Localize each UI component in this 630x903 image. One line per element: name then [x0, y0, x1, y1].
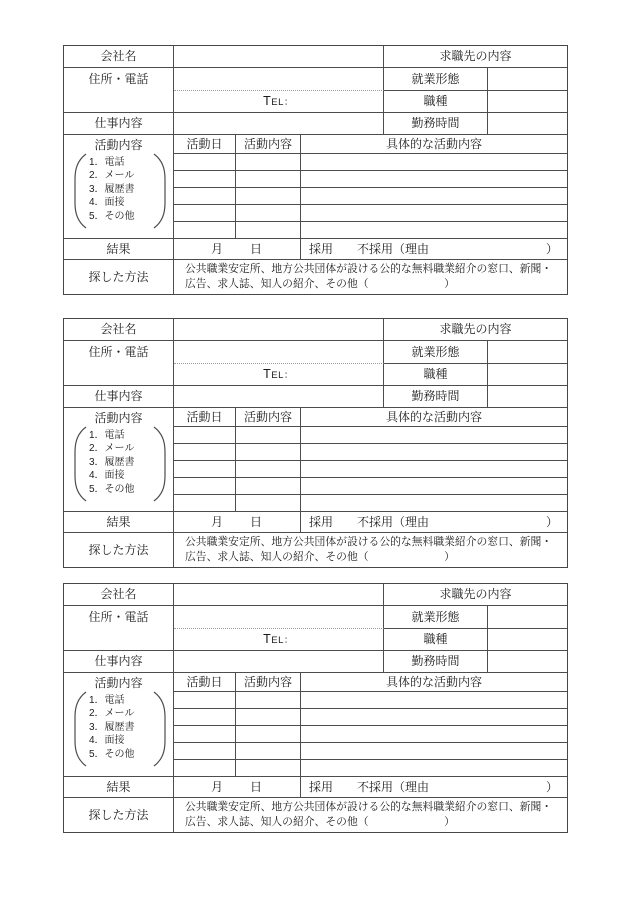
- job-description-label: 仕事内容: [64, 113, 174, 135]
- activity-content-label: 活動内容: [94, 676, 143, 690]
- working-hours-label: 勤務時間: [384, 651, 488, 673]
- activity-row-detail-cell: [301, 743, 567, 760]
- jobseek-content-header: 求職先の内容: [384, 584, 567, 606]
- activity-method-item: 2．メール: [89, 170, 135, 182]
- result-outcome-text: 採用 不採用（理由: [309, 779, 430, 794]
- activity-method-item: 2．メール: [89, 443, 135, 455]
- occupation-value-cell: [488, 91, 567, 113]
- activity-row-date-cell: [174, 222, 236, 239]
- activity-row-detail-cell: [301, 461, 567, 478]
- result-date-cell: 月 日: [174, 239, 301, 260]
- occupation-value-cell: [488, 629, 567, 651]
- activity-row-content-cell: [236, 154, 301, 171]
- working-hours-label: 勤務時間: [384, 113, 488, 135]
- result-close-paren: ）: [545, 241, 558, 256]
- activity-row-date-cell: [174, 692, 236, 709]
- address-phone-label: 住所・電話: [64, 68, 174, 113]
- company-name-label: 会社名: [64, 46, 174, 68]
- activity-row-content-cell: [236, 461, 301, 478]
- employment-type-value-cell: [488, 68, 567, 91]
- activity-row-content-cell: [236, 222, 301, 239]
- address-value-cell: [174, 68, 384, 91]
- activity-row-date-cell: [174, 188, 236, 205]
- job-description-label: 仕事内容: [64, 386, 174, 408]
- tel-label: TEL：: [263, 632, 294, 646]
- activity-method-item: 3．履歴書: [89, 183, 135, 195]
- activity-row-content-cell: [236, 743, 301, 760]
- activity-row-detail-cell: [301, 171, 567, 188]
- activity-row-detail-cell: [301, 760, 567, 777]
- activity-row-date-cell: [174, 743, 236, 760]
- activity-method-list: [89, 429, 135, 496]
- activity-row-detail-cell: [301, 444, 567, 461]
- result-close-paren: ）: [545, 779, 558, 794]
- activity-content-label-cell: [64, 135, 174, 239]
- jobseek-content-header: 求職先の内容: [384, 319, 567, 341]
- activity-date-header: 活動日: [174, 135, 236, 154]
- job-record-block: [63, 318, 568, 568]
- activity-method-item: 4．面接: [89, 197, 125, 209]
- result-label: 結果: [64, 239, 174, 260]
- activity-row-date-cell: [174, 154, 236, 171]
- tel-field-cell: [174, 629, 384, 651]
- company-name-value-cell: [174, 319, 384, 341]
- activity-date-header: 活動日: [174, 673, 236, 692]
- activity-row-detail-cell: [301, 478, 567, 495]
- working-hours-value-cell: [488, 651, 567, 673]
- result-close-paren: ）: [545, 514, 558, 529]
- activity-row-content-cell: [236, 495, 301, 512]
- result-outcome-cell: [301, 512, 567, 533]
- jobseek-content-header: 求職先の内容: [384, 46, 567, 68]
- working-hours-value-cell: [488, 386, 567, 408]
- activity-method-item: 3．履歴書: [89, 456, 135, 468]
- activity-row-date-cell: [174, 427, 236, 444]
- activity-method-item: 5．その他: [89, 210, 135, 222]
- working-hours-label: 勤務時間: [384, 386, 488, 408]
- tel-label: TEL：: [263, 94, 294, 108]
- activity-row-detail-cell: [301, 692, 567, 709]
- activity-method-item: 2．メール: [89, 708, 135, 720]
- activity-row-content-cell: [236, 726, 301, 743]
- activity-row-content-cell: [236, 188, 301, 205]
- search-method-label: 探した方法: [64, 798, 174, 832]
- activity-method-item: 3．履歴書: [89, 721, 135, 733]
- activity-row-detail-cell: [301, 726, 567, 743]
- tel-label: TEL：: [263, 367, 294, 381]
- activity-detail-header: 具体的な活動内容: [301, 408, 567, 427]
- activity-method-item: 5．その他: [89, 748, 135, 760]
- employment-type-label: 就業形態: [384, 68, 488, 91]
- address-phone-label: 住所・電話: [64, 606, 174, 651]
- tel-field-cell: [174, 91, 384, 113]
- activity-method-item: 4．面接: [89, 470, 125, 482]
- activity-method-list: [89, 694, 135, 761]
- activity-method-item: 1．電話: [89, 695, 125, 706]
- job-record-block: [63, 583, 568, 833]
- activity-row-detail-cell: [301, 188, 567, 205]
- activity-row-detail-cell: [301, 495, 567, 512]
- activity-row-date-cell: [174, 444, 236, 461]
- working-hours-value-cell: [488, 113, 567, 135]
- company-name-value-cell: [174, 46, 384, 68]
- activity-method-list: [89, 156, 135, 223]
- activity-row-detail-cell: [301, 427, 567, 444]
- company-name-value-cell: [174, 584, 384, 606]
- activity-row-content-cell: [236, 692, 301, 709]
- activity-row-date-cell: [174, 205, 236, 222]
- activity-row-date-cell: [174, 461, 236, 478]
- activity-content-header: 活動内容: [236, 673, 301, 692]
- activity-method-item: 1．電話: [89, 157, 125, 168]
- address-value-cell: [174, 606, 384, 629]
- result-date-cell: 月 日: [174, 777, 301, 798]
- activity-method-item: 5．その他: [89, 483, 135, 495]
- activity-row-detail-cell: [301, 154, 567, 171]
- occupation-value-cell: [488, 364, 567, 386]
- activity-content-label-cell: [64, 408, 174, 512]
- activity-row-detail-cell: [301, 222, 567, 239]
- job-record-block: [63, 45, 568, 295]
- search-method-label: 探した方法: [64, 260, 174, 294]
- result-label: 結果: [64, 777, 174, 798]
- search-method-text: 公共職業安定所、地方公共団体が設ける公的な無料職業紹介の窓口、新聞・広告、求人誌、知人の紹介、その他（ ）: [185, 263, 553, 290]
- activity-row-content-cell: [236, 760, 301, 777]
- activity-row-detail-cell: [301, 709, 567, 726]
- activity-content-label: 活動内容: [94, 138, 143, 152]
- job-description-value-cell: [174, 386, 384, 408]
- occupation-label: 職種: [384, 629, 488, 651]
- result-outcome-cell: [301, 239, 567, 260]
- activity-row-content-cell: [236, 427, 301, 444]
- activity-row-date-cell: [174, 478, 236, 495]
- activity-row-content-cell: [236, 444, 301, 461]
- activity-row-date-cell: [174, 709, 236, 726]
- activity-row-date-cell: [174, 760, 236, 777]
- activity-row-content-cell: [236, 478, 301, 495]
- activity-method-item: 1．電話: [89, 430, 125, 441]
- company-name-label: 会社名: [64, 319, 174, 341]
- activity-row-date-cell: [174, 171, 236, 188]
- search-method-text: 公共職業安定所、地方公共団体が設ける公的な無料職業紹介の窓口、新聞・広告、求人誌、知人の紹介、その他（ ）: [185, 536, 553, 563]
- activity-row-date-cell: [174, 495, 236, 512]
- result-outcome-text: 採用 不採用（理由: [309, 241, 430, 256]
- search-method-text: 公共職業安定所、地方公共団体が設ける公的な無料職業紹介の窓口、新聞・広告、求人誌、知人の紹介、その他（ ）: [185, 801, 553, 828]
- activity-row-content-cell: [236, 171, 301, 188]
- activity-method-item: 4．面接: [89, 735, 125, 747]
- activity-detail-header: 具体的な活動内容: [301, 135, 567, 154]
- result-outcome-cell: [301, 777, 567, 798]
- activity-date-header: 活動日: [174, 408, 236, 427]
- activity-detail-header: 具体的な活動内容: [301, 673, 567, 692]
- activity-content-label: 活動内容: [94, 411, 143, 425]
- activity-row-content-cell: [236, 205, 301, 222]
- company-name-label: 会社名: [64, 584, 174, 606]
- address-value-cell: [174, 341, 384, 364]
- tel-field-cell: [174, 364, 384, 386]
- employment-type-label: 就業形態: [384, 606, 488, 629]
- result-outcome-text: 採用 不採用（理由: [309, 514, 430, 529]
- employment-type-value-cell: [488, 341, 567, 364]
- activity-row-content-cell: [236, 709, 301, 726]
- job-description-value-cell: [174, 651, 384, 673]
- activity-content-header: 活動内容: [236, 135, 301, 154]
- employment-type-value-cell: [488, 606, 567, 629]
- employment-type-label: 就業形態: [384, 341, 488, 364]
- result-label: 結果: [64, 512, 174, 533]
- search-method-label: 探した方法: [64, 533, 174, 567]
- address-phone-label: 住所・電話: [64, 341, 174, 386]
- activity-row-date-cell: [174, 726, 236, 743]
- activity-row-detail-cell: [301, 205, 567, 222]
- occupation-label: 職種: [384, 364, 488, 386]
- result-date-cell: 月 日: [174, 512, 301, 533]
- activity-content-header: 活動内容: [236, 408, 301, 427]
- job-description-label: 仕事内容: [64, 651, 174, 673]
- occupation-label: 職種: [384, 91, 488, 113]
- job-description-value-cell: [174, 113, 384, 135]
- activity-content-label-cell: [64, 673, 174, 777]
